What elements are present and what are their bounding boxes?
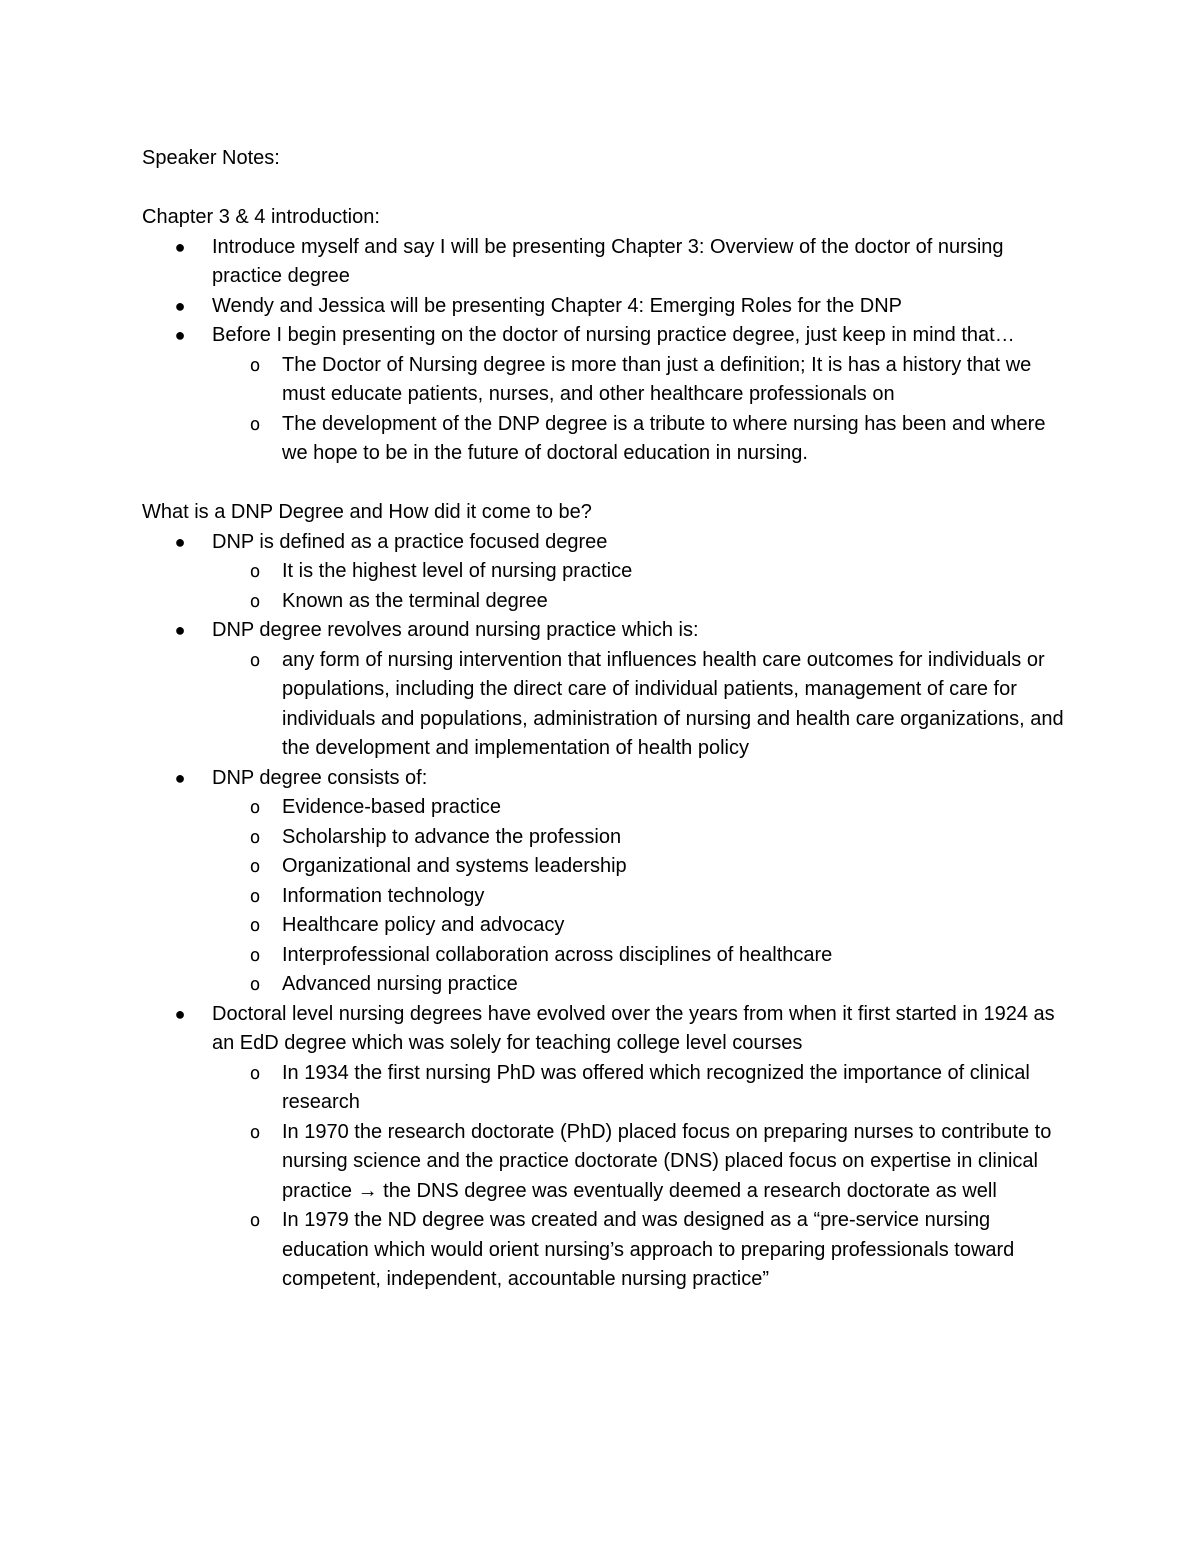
sub-list-item — [249, 882, 1072, 912]
sub-list-item — [249, 1059, 1072, 1118]
sub-list-item-text: The Doctor of Nursing degree is more than just a definition; It is has a history that we must educate patients, nurses, and other healthcare professionals on — [282, 353, 1032, 405]
sub-list-item-text: Scholarship to advance the profession — [282, 825, 622, 848]
sub-list-item — [249, 587, 1072, 617]
bullet-dot-icon: ● — [174, 531, 186, 552]
list-item — [174, 233, 1072, 292]
blank-line — [142, 469, 1072, 499]
sub-list — [212, 646, 1072, 764]
sub-list-item — [249, 646, 1072, 764]
bullet-circle-icon: o — [249, 915, 261, 936]
blank-line — [142, 174, 1072, 204]
sub-list-item — [249, 557, 1072, 587]
bullet-circle-icon: o — [249, 590, 261, 612]
bullet-dot-icon: ● — [174, 295, 186, 316]
sub-list-item-text: Healthcare policy and advocacy — [282, 914, 565, 936]
sub-list-item — [249, 852, 1072, 882]
sub-list — [212, 557, 1072, 616]
bullet-circle-icon: o — [249, 1062, 261, 1084]
sub-list-item-text: In 1934 the first nursing PhD was offered which recognized the importance of clinical research — [282, 1061, 1030, 1113]
bullet-dot-icon: ● — [174, 325, 186, 345]
sub-list — [212, 793, 1072, 1000]
list-item — [174, 528, 1072, 617]
list-item-text: Wendy and Jessica will be presenting Chapter 4: Emerging Roles for the DNP — [212, 294, 902, 317]
sub-list-item-text: In 1979 the ND degree was created and was designed as a “pre-service nursing education which would orient nursing’s approach to preparing professionals toward competent, independent, accountable nursing practice” — [282, 1209, 1015, 1290]
sub-list-item-text: It is the highest level of nursing practice — [282, 560, 633, 582]
sub-list-item — [249, 823, 1072, 853]
sub-list-item-text: Evidence-based practice — [282, 796, 502, 818]
list-item-text: DNP is defined as a practice focused degree — [212, 530, 608, 553]
list-item — [174, 1000, 1072, 1295]
bullet-dot-icon: ● — [174, 1003, 186, 1024]
list-item — [174, 616, 1072, 764]
bullet-circle-icon: o — [249, 1210, 261, 1231]
list-item — [174, 321, 1072, 469]
bullet-list — [142, 528, 1072, 1295]
sub-list-item — [249, 410, 1072, 469]
sub-list-item-text: Advanced nursing practice — [282, 973, 518, 995]
sub-list-item-text: any form of nursing intervention that influences health care outcomes for individuals or populations, including the direct care of individual patients, management of care for individuals and populations, administration of nursing and health care organizations, and the development and implementation of health policy — [282, 648, 1064, 759]
document-heading: Speaker Notes: — [142, 147, 280, 169]
bullet-dot-icon: ● — [174, 620, 186, 640]
sub-list-item-text: Information technology — [282, 884, 485, 907]
sub-list-item — [249, 1118, 1072, 1207]
sub-list-item-text: Known as the terminal degree — [282, 589, 548, 612]
list-item-text: Doctoral level nursing degrees have evolved over the years from when it first started in 1924 as an EdD degree which was solely for teaching college level courses — [212, 1002, 1055, 1054]
bullet-circle-icon: o — [249, 797, 261, 818]
sub-list-item — [249, 351, 1072, 410]
sub-list-item — [249, 970, 1072, 1000]
bullet-circle-icon: o — [249, 354, 261, 376]
bullet-circle-icon: o — [249, 826, 261, 848]
bullet-circle-icon: o — [249, 1121, 261, 1143]
sub-list-item-text: Interprofessional collaboration across disciplines of healthcare — [282, 943, 833, 966]
sub-list-item — [249, 941, 1072, 971]
bullet-circle-icon: o — [249, 944, 261, 966]
list-item-text: DNP degree revolves around nursing practice which is: — [212, 619, 699, 641]
section-title: What is a DNP Degree and How did it come to be? — [142, 501, 592, 523]
bullet-list — [142, 233, 1072, 469]
bullet-dot-icon: ● — [174, 767, 186, 788]
list-item-text: DNP degree consists of: — [212, 766, 428, 789]
bullet-circle-icon: o — [249, 856, 261, 877]
sub-list — [212, 351, 1072, 469]
list-item-text: Before I begin presenting on the doctor of nursing practice degree, just keep in mind that… — [212, 324, 1015, 346]
sub-list-item-text: The development of the DNP degree is a tribute to where nursing has been and where we hope to be in the future of doctoral education in nursing. — [282, 412, 1046, 464]
sub-list-item-text: Organizational and systems leadership — [282, 855, 627, 877]
bullet-dot-icon: ● — [174, 236, 186, 257]
document-body — [142, 144, 1072, 1295]
sub-list-item — [249, 1206, 1072, 1295]
sub-list — [212, 1059, 1072, 1295]
list-item — [174, 292, 1072, 322]
list-item — [174, 764, 1072, 1000]
bullet-circle-icon: o — [249, 649, 261, 671]
bullet-circle-icon: o — [249, 974, 261, 995]
sub-list-item-text: In 1970 the research doctorate (PhD) placed focus on preparing nurses to contribute to nursing science and the practice doctorate (DNS) placed focus on expertise in clinical practice → the DNS degree was eventually deemed a research doctorate as well — [282, 1120, 1052, 1202]
bullet-circle-icon: o — [249, 561, 261, 582]
bullet-circle-icon: o — [249, 413, 261, 435]
list-item-text: Introduce myself and say I will be presenting Chapter 3: Overview of the doctor of nursing practice degree — [212, 235, 1004, 287]
sub-list-item — [249, 793, 1072, 823]
bullet-circle-icon: o — [249, 885, 261, 907]
sub-list-item — [249, 911, 1072, 941]
section-title: Chapter 3 & 4 introduction: — [142, 206, 380, 228]
